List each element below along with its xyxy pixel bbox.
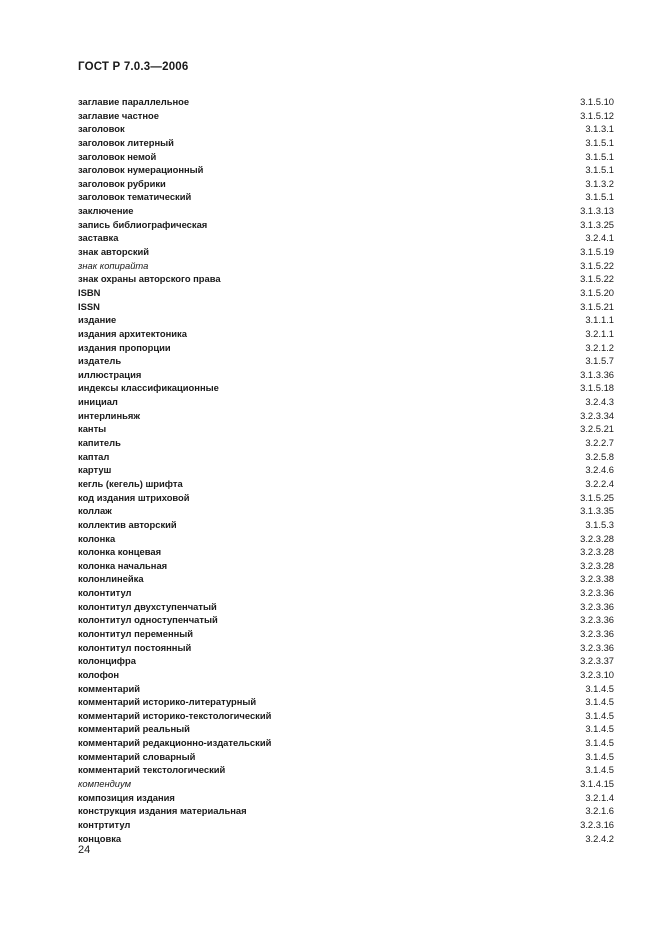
index-term: колонка: [78, 532, 116, 544]
index-term: иллюстрация: [78, 368, 142, 380]
index-reference: 3.1.5.1: [585, 191, 614, 203]
index-term: комментарий: [78, 682, 140, 694]
index-term: код издания штриховой: [78, 491, 190, 503]
index-term: комментарий историко-литературный: [78, 696, 257, 708]
index-entry: [78, 641, 614, 655]
index-entry: [78, 409, 614, 423]
index-reference: 3.1.5.3: [585, 518, 614, 530]
index-term: колонтитул: [78, 587, 132, 599]
index-reference: 3.1.4.15: [580, 778, 614, 790]
index-term: конструкция издания материальная: [78, 805, 247, 817]
index-entry: [78, 327, 614, 341]
index-reference: 3.1.5.7: [585, 355, 614, 367]
index-term: издания архитектоника: [78, 327, 187, 339]
index-reference: 3.2.3.16: [580, 818, 614, 830]
index-reference: 3.2.2.4: [585, 477, 614, 489]
index-reference: 3.1.5.1: [585, 136, 614, 148]
index-entry: [78, 545, 614, 559]
index-entry: [78, 818, 614, 832]
index-reference: 3.2.3.28: [580, 546, 614, 558]
index-term: заголовок нумерационный: [78, 164, 204, 176]
index-entry: [78, 341, 614, 355]
index-term: заключение: [78, 205, 134, 217]
index-term: комментарий редакционно-издательский: [78, 737, 272, 749]
index-reference: 3.1.5.1: [585, 164, 614, 176]
index-reference: 3.2.3.38: [580, 573, 614, 585]
index-reference: 3.2.3.28: [580, 559, 614, 571]
index-reference: 3.2.4.3: [585, 396, 614, 408]
index-reference: 3.1.3.2: [585, 177, 614, 189]
index-reference: 3.2.4.2: [585, 832, 614, 844]
index-term: заголовок тематический: [78, 191, 192, 203]
index-term: комментарий историко-текстологический: [78, 709, 272, 721]
index-term: колонлинейка: [78, 573, 144, 585]
index-term: коллектив авторский: [78, 518, 177, 530]
index-reference: 3.1.5.21: [580, 300, 614, 312]
index-entry: [78, 177, 614, 191]
index-reference: 3.2.4.1: [585, 232, 614, 244]
index-reference: 3.1.4.5: [585, 723, 614, 735]
index-term: концовка: [78, 832, 122, 844]
index-reference: 3.1.3.35: [580, 505, 614, 517]
index-reference: 3.1.4.5: [585, 709, 614, 721]
index-reference: 3.2.3.10: [580, 668, 614, 680]
index-term: издатель: [78, 355, 122, 367]
index-entry: [78, 777, 614, 791]
index-entry: [78, 163, 614, 177]
index-term: комментарий словарный: [78, 750, 196, 762]
index-reference: 3.1.4.5: [585, 764, 614, 776]
index-reference: 3.1.1.1: [585, 314, 614, 326]
index-term: заголовок литерный: [78, 136, 174, 148]
index-reference: 3.1.5.19: [580, 246, 614, 258]
index-reference: 3.2.3.37: [580, 655, 614, 667]
index-reference: 3.2.3.34: [580, 409, 614, 421]
index-term: заглавие частное: [78, 109, 160, 121]
index-entry: [78, 204, 614, 218]
index-reference: 3.1.5.18: [580, 382, 614, 394]
index-reference: 3.2.5.21: [580, 423, 614, 435]
document-header: ГОСТ Р 7.0.3—2006: [78, 61, 189, 73]
index-entry: [78, 722, 614, 736]
index-entry: [78, 613, 614, 627]
index-entry: [78, 463, 614, 477]
index-reference: 3.1.3.25: [580, 218, 614, 230]
index-reference: 3.2.4.6: [585, 464, 614, 476]
index-term: издания пропорции: [78, 341, 171, 353]
index-reference: 3.1.5.22: [580, 259, 614, 271]
term-index-list: [78, 95, 614, 845]
index-term: картуш: [78, 464, 112, 476]
index-reference: 3.2.3.36: [580, 587, 614, 599]
index-entry: [78, 381, 614, 395]
index-entry: [78, 518, 614, 532]
index-term: канты: [78, 423, 107, 435]
index-term: заголовок: [78, 123, 125, 135]
index-reference: 3.2.3.28: [580, 532, 614, 544]
index-reference: 3.2.3.36: [580, 600, 614, 612]
index-entry: [78, 763, 614, 777]
index-term: колонтитул переменный: [78, 627, 194, 639]
index-entry: [78, 436, 614, 450]
index-entry: [78, 259, 614, 273]
index-reference: 3.2.1.4: [585, 791, 614, 803]
index-reference: 3.2.1.6: [585, 805, 614, 817]
index-term: колонка начальная: [78, 559, 168, 571]
index-entry: [78, 300, 614, 314]
index-term: заставка: [78, 232, 119, 244]
index-entry: [78, 804, 614, 818]
index-reference: 3.2.3.36: [580, 614, 614, 626]
index-entry: [78, 572, 614, 586]
index-entry: [78, 136, 614, 150]
index-term: издание: [78, 314, 117, 326]
index-entry: [78, 736, 614, 750]
index-term: инициал: [78, 396, 118, 408]
index-term: колонка концевая: [78, 546, 162, 558]
index-reference: 3.1.4.5: [585, 682, 614, 694]
index-term: контртитул: [78, 818, 131, 830]
index-term: заголовок немой: [78, 150, 157, 162]
index-entry: [78, 313, 614, 327]
index-entry: [78, 450, 614, 464]
index-reference: 3.1.4.5: [585, 750, 614, 762]
index-entry: [78, 122, 614, 136]
index-entry: [78, 150, 614, 164]
index-term: индексы классификационные: [78, 382, 219, 394]
index-entry: [78, 532, 614, 546]
index-reference: 3.1.3.1: [585, 123, 614, 135]
index-term: колофон: [78, 668, 120, 680]
index-entry: [78, 600, 614, 614]
index-entry: [78, 245, 614, 259]
index-term: комментарий текстологический: [78, 764, 226, 776]
index-reference: 3.1.3.13: [580, 205, 614, 217]
index-entry: [78, 791, 614, 805]
index-reference: 3.1.4.5: [585, 737, 614, 749]
index-term: каптал: [78, 450, 110, 462]
index-entry: [78, 272, 614, 286]
index-entry: [78, 491, 614, 505]
index-term: ISSN: [78, 300, 100, 312]
index-reference: 3.1.4.5: [585, 696, 614, 708]
index-entry: [78, 559, 614, 573]
index-term: интерлиньяж: [78, 409, 140, 421]
index-entry: [78, 627, 614, 641]
index-term: капитель: [78, 437, 121, 449]
index-entry: [78, 832, 614, 846]
page-number: 24: [78, 844, 91, 856]
index-entry: [78, 668, 614, 682]
index-term: запись библиографическая: [78, 218, 208, 230]
index-term: кегль (кегель) шрифта: [78, 477, 183, 489]
index-entry: [78, 218, 614, 232]
index-reference: 3.1.5.20: [580, 286, 614, 298]
index-term: компендиум: [78, 778, 132, 790]
index-term: ISBN: [78, 286, 101, 298]
index-entry: [78, 682, 614, 696]
index-term: заголовок рубрики: [78, 177, 166, 189]
index-entry: [78, 95, 614, 109]
index-entry: [78, 231, 614, 245]
index-term: комментарий реальный: [78, 723, 190, 735]
index-reference: 3.1.5.12: [580, 109, 614, 121]
index-term: знак охраны авторского права: [78, 273, 221, 285]
index-reference: 3.2.3.36: [580, 641, 614, 653]
index-reference: 3.1.5.22: [580, 273, 614, 285]
index-entry: [78, 695, 614, 709]
index-term: колонтитул двухступенчатый: [78, 600, 217, 612]
index-reference: 3.2.1.1: [585, 327, 614, 339]
index-term: колонтитул постоянный: [78, 641, 192, 653]
index-term: знак авторский: [78, 246, 150, 258]
index-entry: [78, 109, 614, 123]
index-reference: 3.1.5.10: [580, 96, 614, 107]
index-reference: 3.2.1.2: [585, 341, 614, 353]
index-reference: 3.2.5.8: [585, 450, 614, 462]
index-reference: 3.1.3.36: [580, 368, 614, 380]
index-entry: [78, 709, 614, 723]
index-term: коллаж: [78, 505, 112, 517]
index-reference: 3.2.2.7: [585, 437, 614, 449]
index-entry: [78, 286, 614, 300]
index-reference: 3.1.5.1: [585, 150, 614, 162]
index-entry: [78, 422, 614, 436]
index-entry: [78, 368, 614, 382]
index-term: колонтитул одноступенчатый: [78, 614, 218, 626]
index-reference: 3.2.3.36: [580, 627, 614, 639]
index-entry: [78, 586, 614, 600]
index-entry: [78, 190, 614, 204]
index-entry: [78, 354, 614, 368]
index-entry: [78, 750, 614, 764]
index-entry: [78, 395, 614, 409]
index-reference: 3.1.5.25: [580, 491, 614, 503]
index-entry: [78, 504, 614, 518]
index-term: заглавие параллельное: [78, 96, 190, 107]
index-term: композиция издания: [78, 791, 175, 803]
index-term: знак копирайта: [78, 259, 149, 271]
index-term: колонцифра: [78, 655, 136, 667]
index-entry: [78, 477, 614, 491]
index-entry: [78, 654, 614, 668]
